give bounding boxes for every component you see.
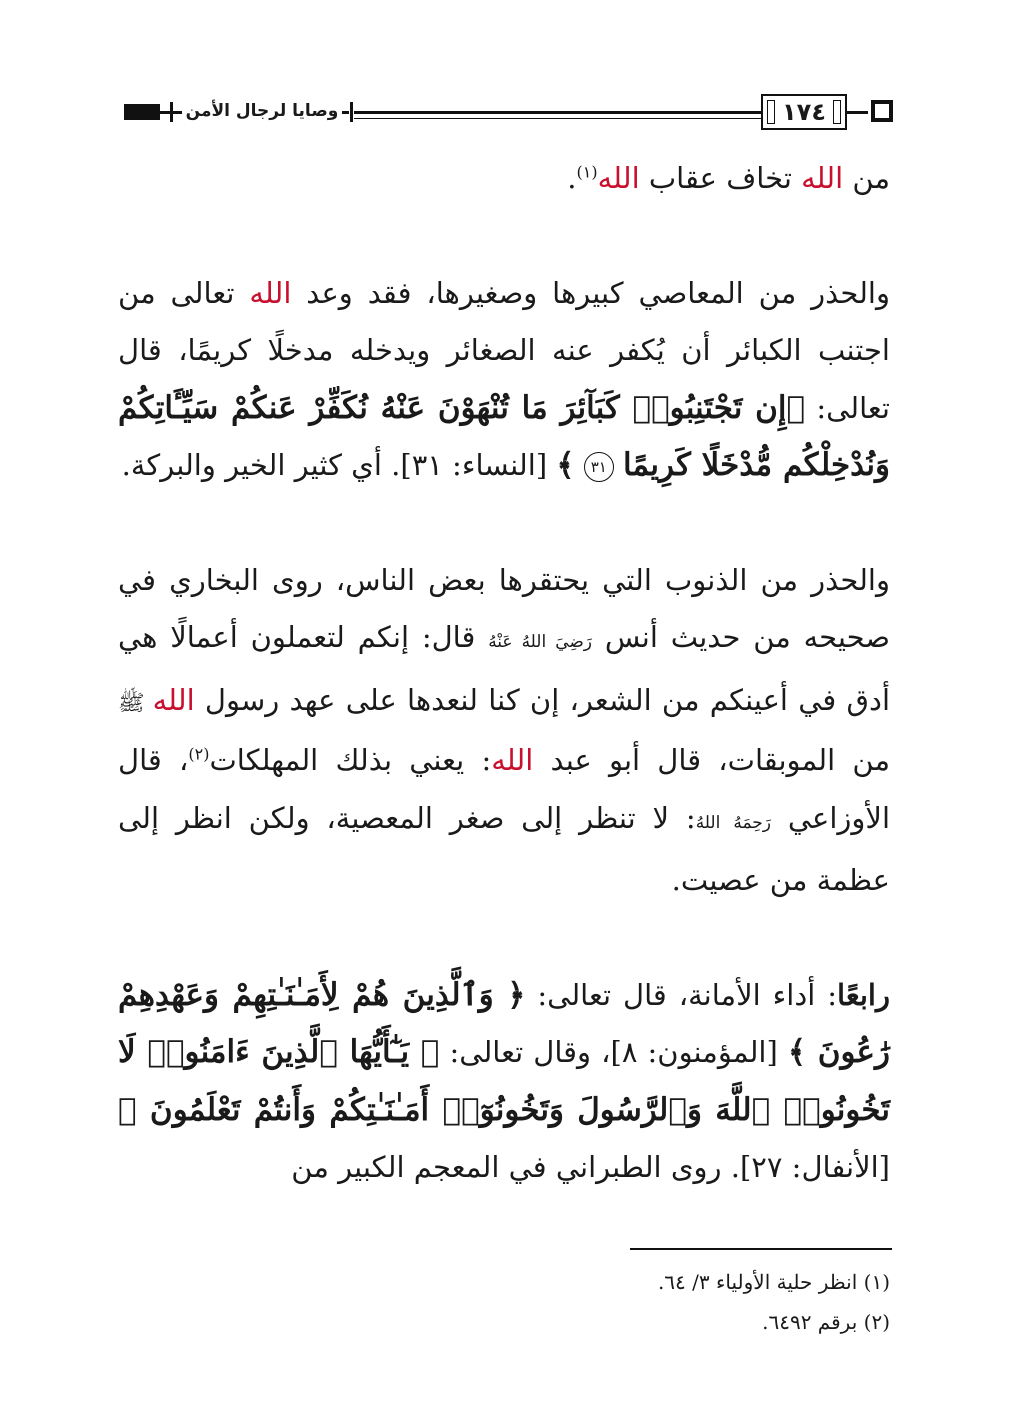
honorific: ﷺ [118, 690, 153, 716]
header-rule-middle-thin [354, 118, 764, 119]
paragraph [118, 967, 890, 1197]
text: [الأنفال: ٢٧]. روى الطبراني في المعجم الكبير من [291, 1150, 890, 1184]
paragraph [118, 150, 890, 208]
page-body [118, 150, 890, 1197]
text: [المؤمنون: ٨]، وقال تعالى: [439, 1035, 788, 1069]
book-title: وصايا لرجال الأمن [182, 94, 342, 128]
header-bar [350, 102, 353, 122]
divine-name: الله [597, 161, 640, 195]
honorific: رَضِيَ اللهُ عَنْهُ [488, 632, 593, 652]
text: قال: إنكم لتعملون أعمالًا هي أدق في أعينكم من الشعر، إن كنا لنعدها على عهد رسول [118, 620, 890, 717]
text: والحذر من المعاصي كبيرها وصغيرها، فقد وعد [291, 275, 890, 310]
divine-name: الله [152, 682, 195, 717]
text: تخاف عقاب [639, 161, 802, 195]
text: من [843, 161, 890, 195]
text: [النساء: ٣١]. أي كثير الخير والبركة. [121, 448, 557, 482]
section-lead: رابعًا [837, 977, 890, 1012]
footnotes [118, 1262, 890, 1342]
text: تعالى من اجتنب الكبائر أن يُكفر عنه الصغائر ويدخله مدخلًا كريمًا، قال تعالى: [118, 275, 890, 425]
footnote: (٢) برقم ٦٤٩٢. [762, 1310, 890, 1334]
paragraph [118, 552, 890, 910]
footnote: (١) انظر حلية الأولياء ٣/ ٦٤. [657, 1270, 890, 1294]
honorific: رَحِمَهُ اللهُ [695, 812, 772, 833]
divine-name: الله [491, 743, 534, 777]
quran-verse: ﴿ يَـٰٓأَيُّهَا ٱلَّذِينَ ءَامَنُوا۟ لَا تَخُونُوا۟ ٱللَّهَ وَٱلرَّسُولَ وَتَخُونُوٓا۟ أَمَـٰنَـٰتِكُمْ وَأَنتُمْ تَعْلَمُونَ ﴾ [118, 1034, 890, 1128]
text: ، قال الأوزاعي [118, 743, 891, 835]
header-rule-middle [354, 111, 764, 114]
text: من الموبقات، قال أبو عبد [533, 743, 890, 777]
text: : أداء الأمانة، قال تعالى: [525, 977, 838, 1012]
text: . [567, 161, 577, 195]
page-number: ١٧٤ [761, 94, 847, 130]
header-right-square [871, 100, 893, 122]
paragraph [118, 265, 890, 495]
running-header [118, 96, 893, 140]
footnote-divider [630, 1248, 892, 1250]
quran-verse: ﴿إِن تَجْتَنِبُوا۟ كَبَآئِرَ مَا تُنْهَوْنَ عَنْهُ نُكَفِّرْ عَنكُمْ سَيِّـَٔاتِكُمْ وَنُدْخِلْكُم مُّدْخَلًا كَرِيمًا [118, 389, 890, 483]
verse-number-icon: ٣١ [584, 452, 614, 482]
quran-verse: ﴿ وَٱلَّذِينَ هُمْ لِأَمَـٰنَـٰتِهِمْ وَعَهْدِهِمْ رَٰعُونَ ﴾ [118, 976, 890, 1070]
text: : لا تنظر إلى صغر المعصية، ولكن انظر إلى عظمة من عصيت. [118, 800, 890, 897]
text: والحذر من الذنوب التي يحتقرها بعض الناس، روى البخاري في صحيحه من حديث أنس [118, 562, 890, 654]
quran-bracket: ﴾ [556, 447, 575, 483]
divine-name: الله [801, 161, 844, 195]
divine-name: الله [249, 275, 292, 310]
footnote-ref[interactable]: (٢) [188, 744, 210, 764]
text: : يعني بذلك المهلكات [209, 743, 492, 777]
footnote-ref[interactable]: (١) [576, 162, 598, 182]
header-rule-right [846, 111, 868, 114]
